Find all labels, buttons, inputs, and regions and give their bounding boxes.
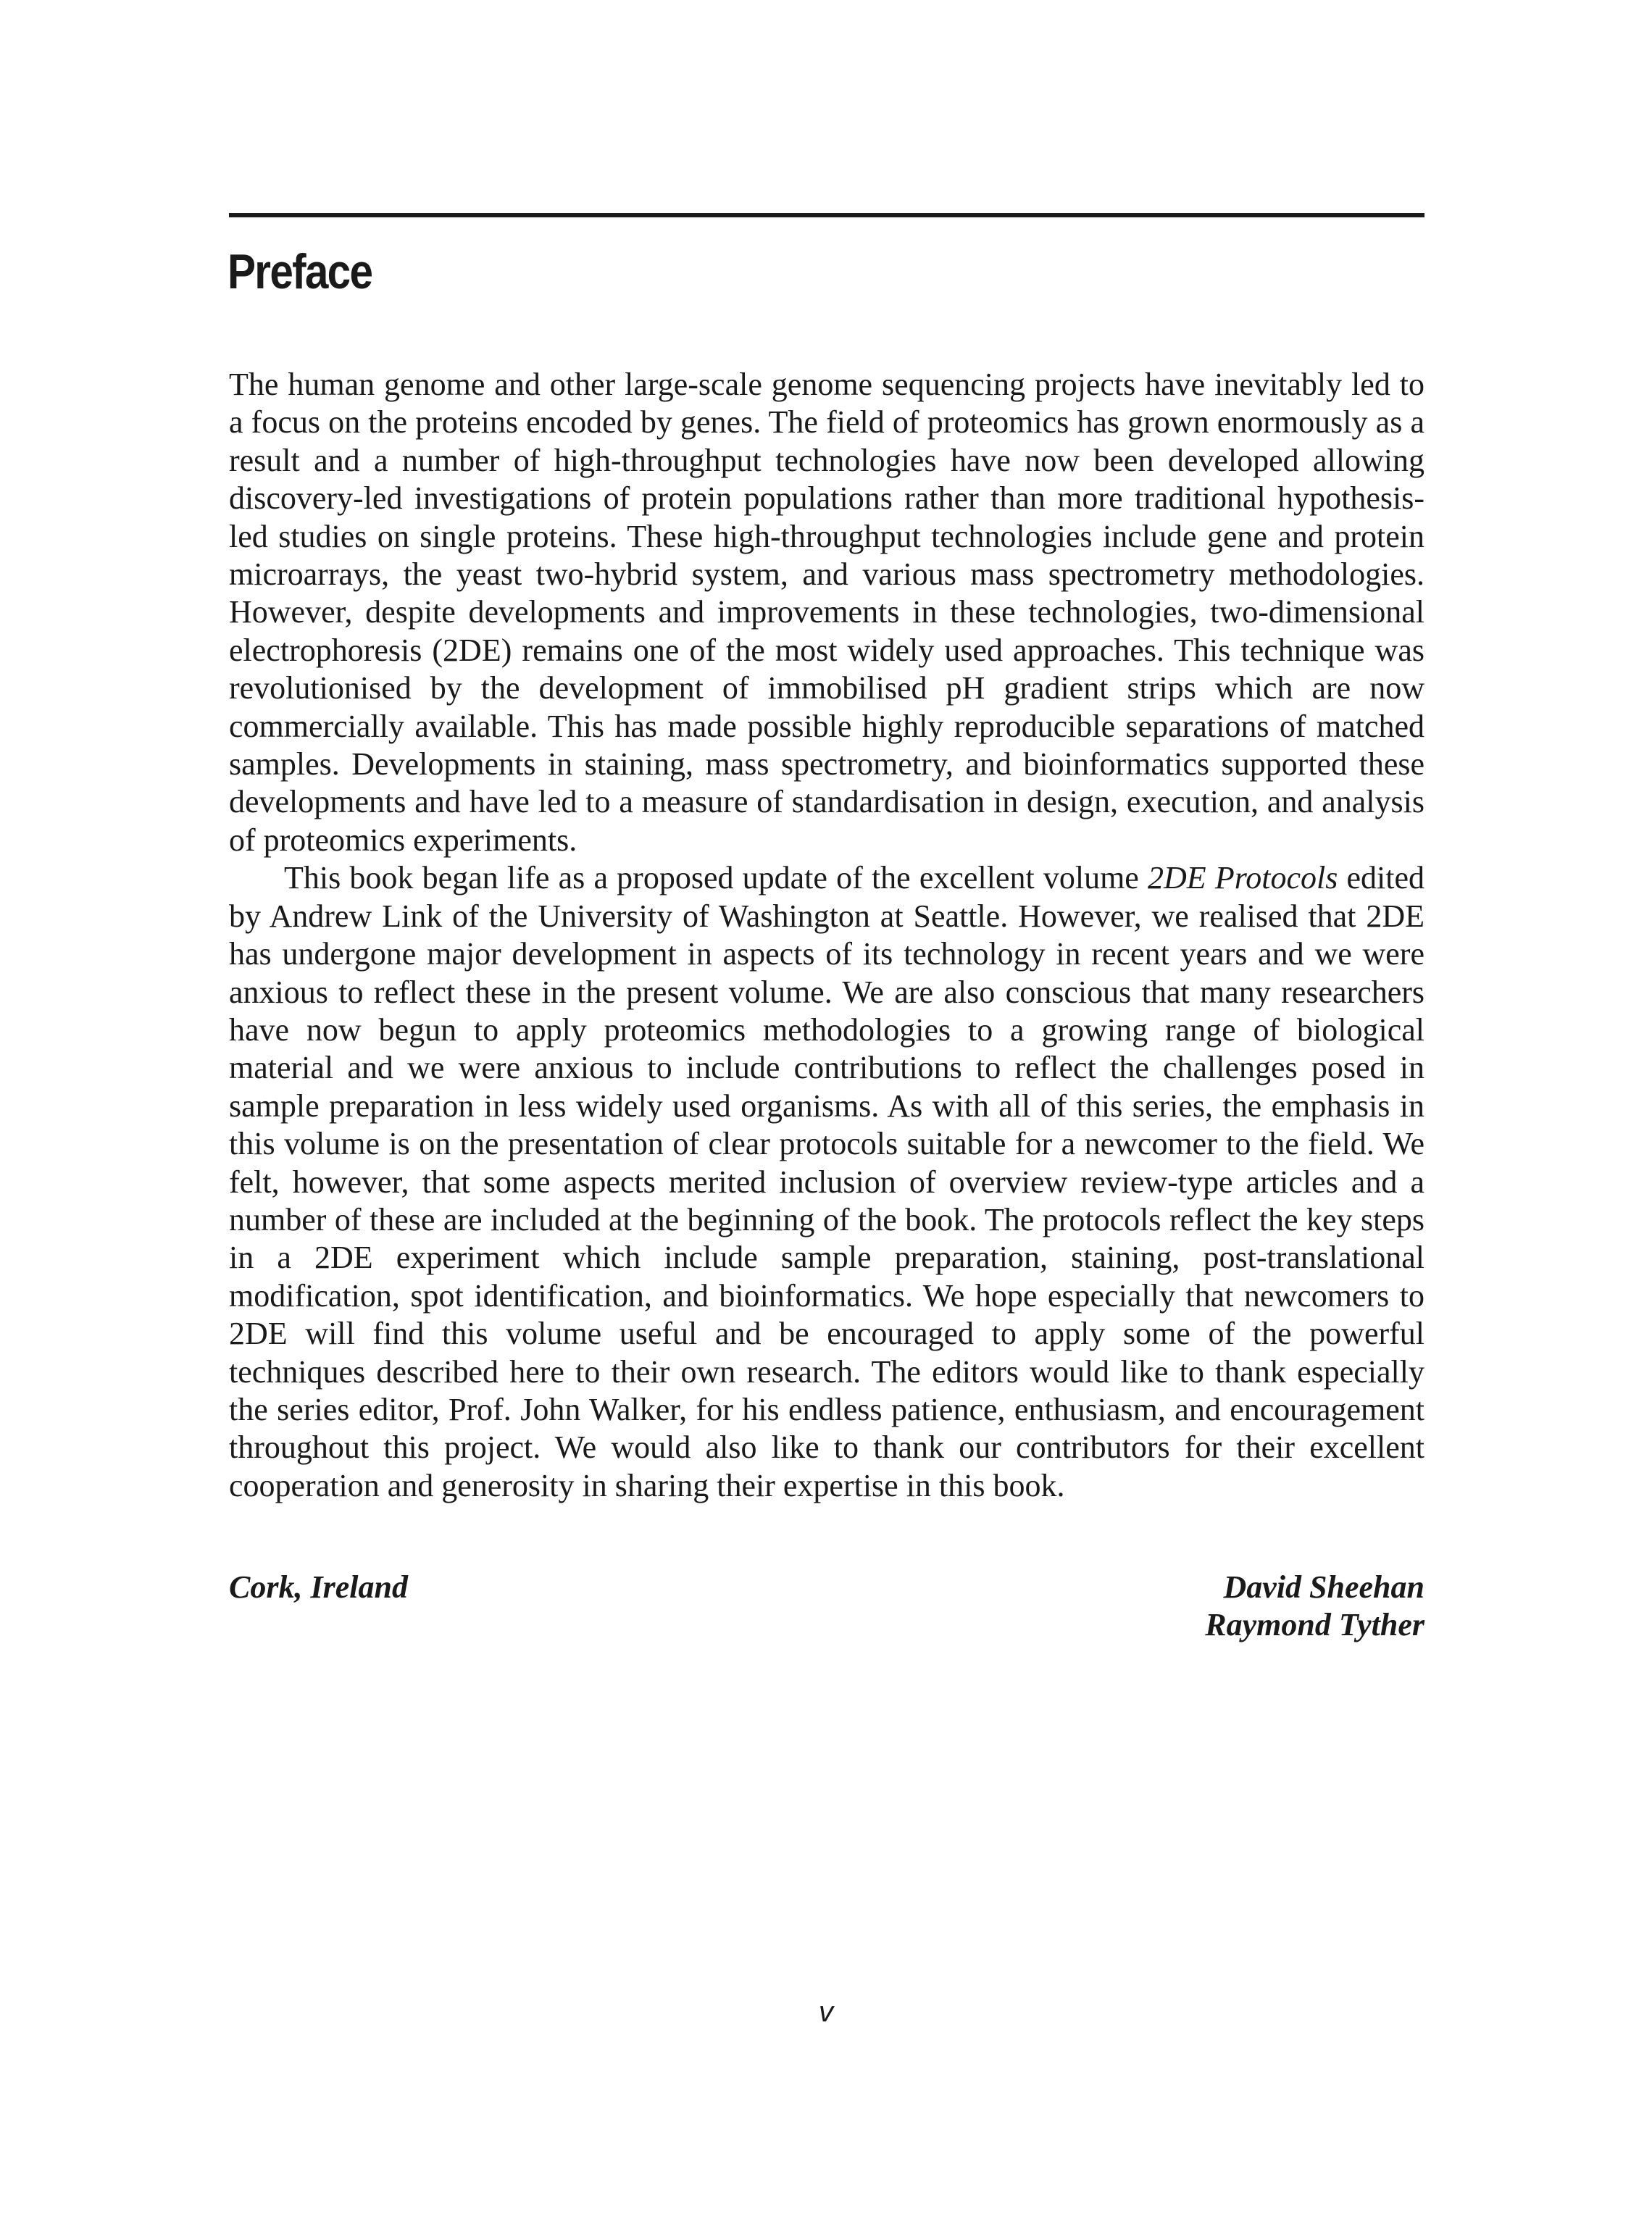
paragraph-1: The human genome and other large-scale genome sequencing projects have inevitably led to a focus on the proteins encoded by genes. The field of proteomics has grown enormously as a result and a number of high-throughput technologies have now been developed allowing discovery-led investigations of protein populations rather than more traditional hypothesis-led studies on single proteins. These high-throughput technologies include gene and protein microarrays, the yeast two-hybrid system, and various mass spectrometry methodologies. However, despite developments and improvements in these technologies, two-dimensional electrophoresis (2DE) remains one of the most widely used approaches. This technique was revolutionised by the development of immobilised pH gradient strips which are now commercially available. This has made possible highly reproducible separations of matched samples. Developments in staining, mass spectrometry, and bioinformatics supported these developments and have led to a measure of standardisation in design, execution, and analysis of proteomics experiments. xyxy=(229,367,1424,858)
preface-body xyxy=(229,366,1424,1505)
signature-place: Cork, Ireland xyxy=(229,1569,408,1605)
header-rule xyxy=(229,213,1424,217)
paragraph-2-rest: edited by Andrew Link of the University of Washington at Seattle. However, we realised that 2DE has undergone major development in aspects of its technology in recent years and we were anxious to reflect these in the present volume. We are also conscious that many researchers have now begun to apply proteomics methodologies to a growing range of biological material and we were anxious to include contributions to reflect the challenges posed in sample preparation in less widely used organisms. As with all of this series, the emphasis in this volume is on the presentation of clear protocols suitable for a newcomer to the field. We felt, however, that some aspects merited inclusion of overview review-type articles and a number of these are included at the beginning of the book. The protocols reflect the key steps in a 2DE experiment which include sample preparation, staining, post-translational modification, spot identification, and bioinformatics. We hope especially that newcomers to 2DE will find this volume useful and be encouraged to apply some of the powerful techniques described here to their own research. The editors would like to thank especially the series editor, Prof. John Walker, for his endless patience, enthusiasm, and encouragement throughout this project. We would also like to thank our contributors for their excellent cooperation and generosity in sharing their expertise in this book. xyxy=(229,860,1425,1503)
signature-authors xyxy=(1205,1569,1424,1644)
paragraph-2-intro: This book began life as a proposed update of the excellent volume xyxy=(284,860,1148,896)
page-number: v xyxy=(819,1996,833,2028)
page-title: Preface xyxy=(228,244,372,299)
author-name: David Sheehan xyxy=(1223,1569,1424,1605)
paragraph-2 xyxy=(229,859,1424,1505)
author-name: Raymond Tyther xyxy=(1205,1607,1424,1642)
book-title-reference: 2DE Protocols xyxy=(1148,860,1338,896)
